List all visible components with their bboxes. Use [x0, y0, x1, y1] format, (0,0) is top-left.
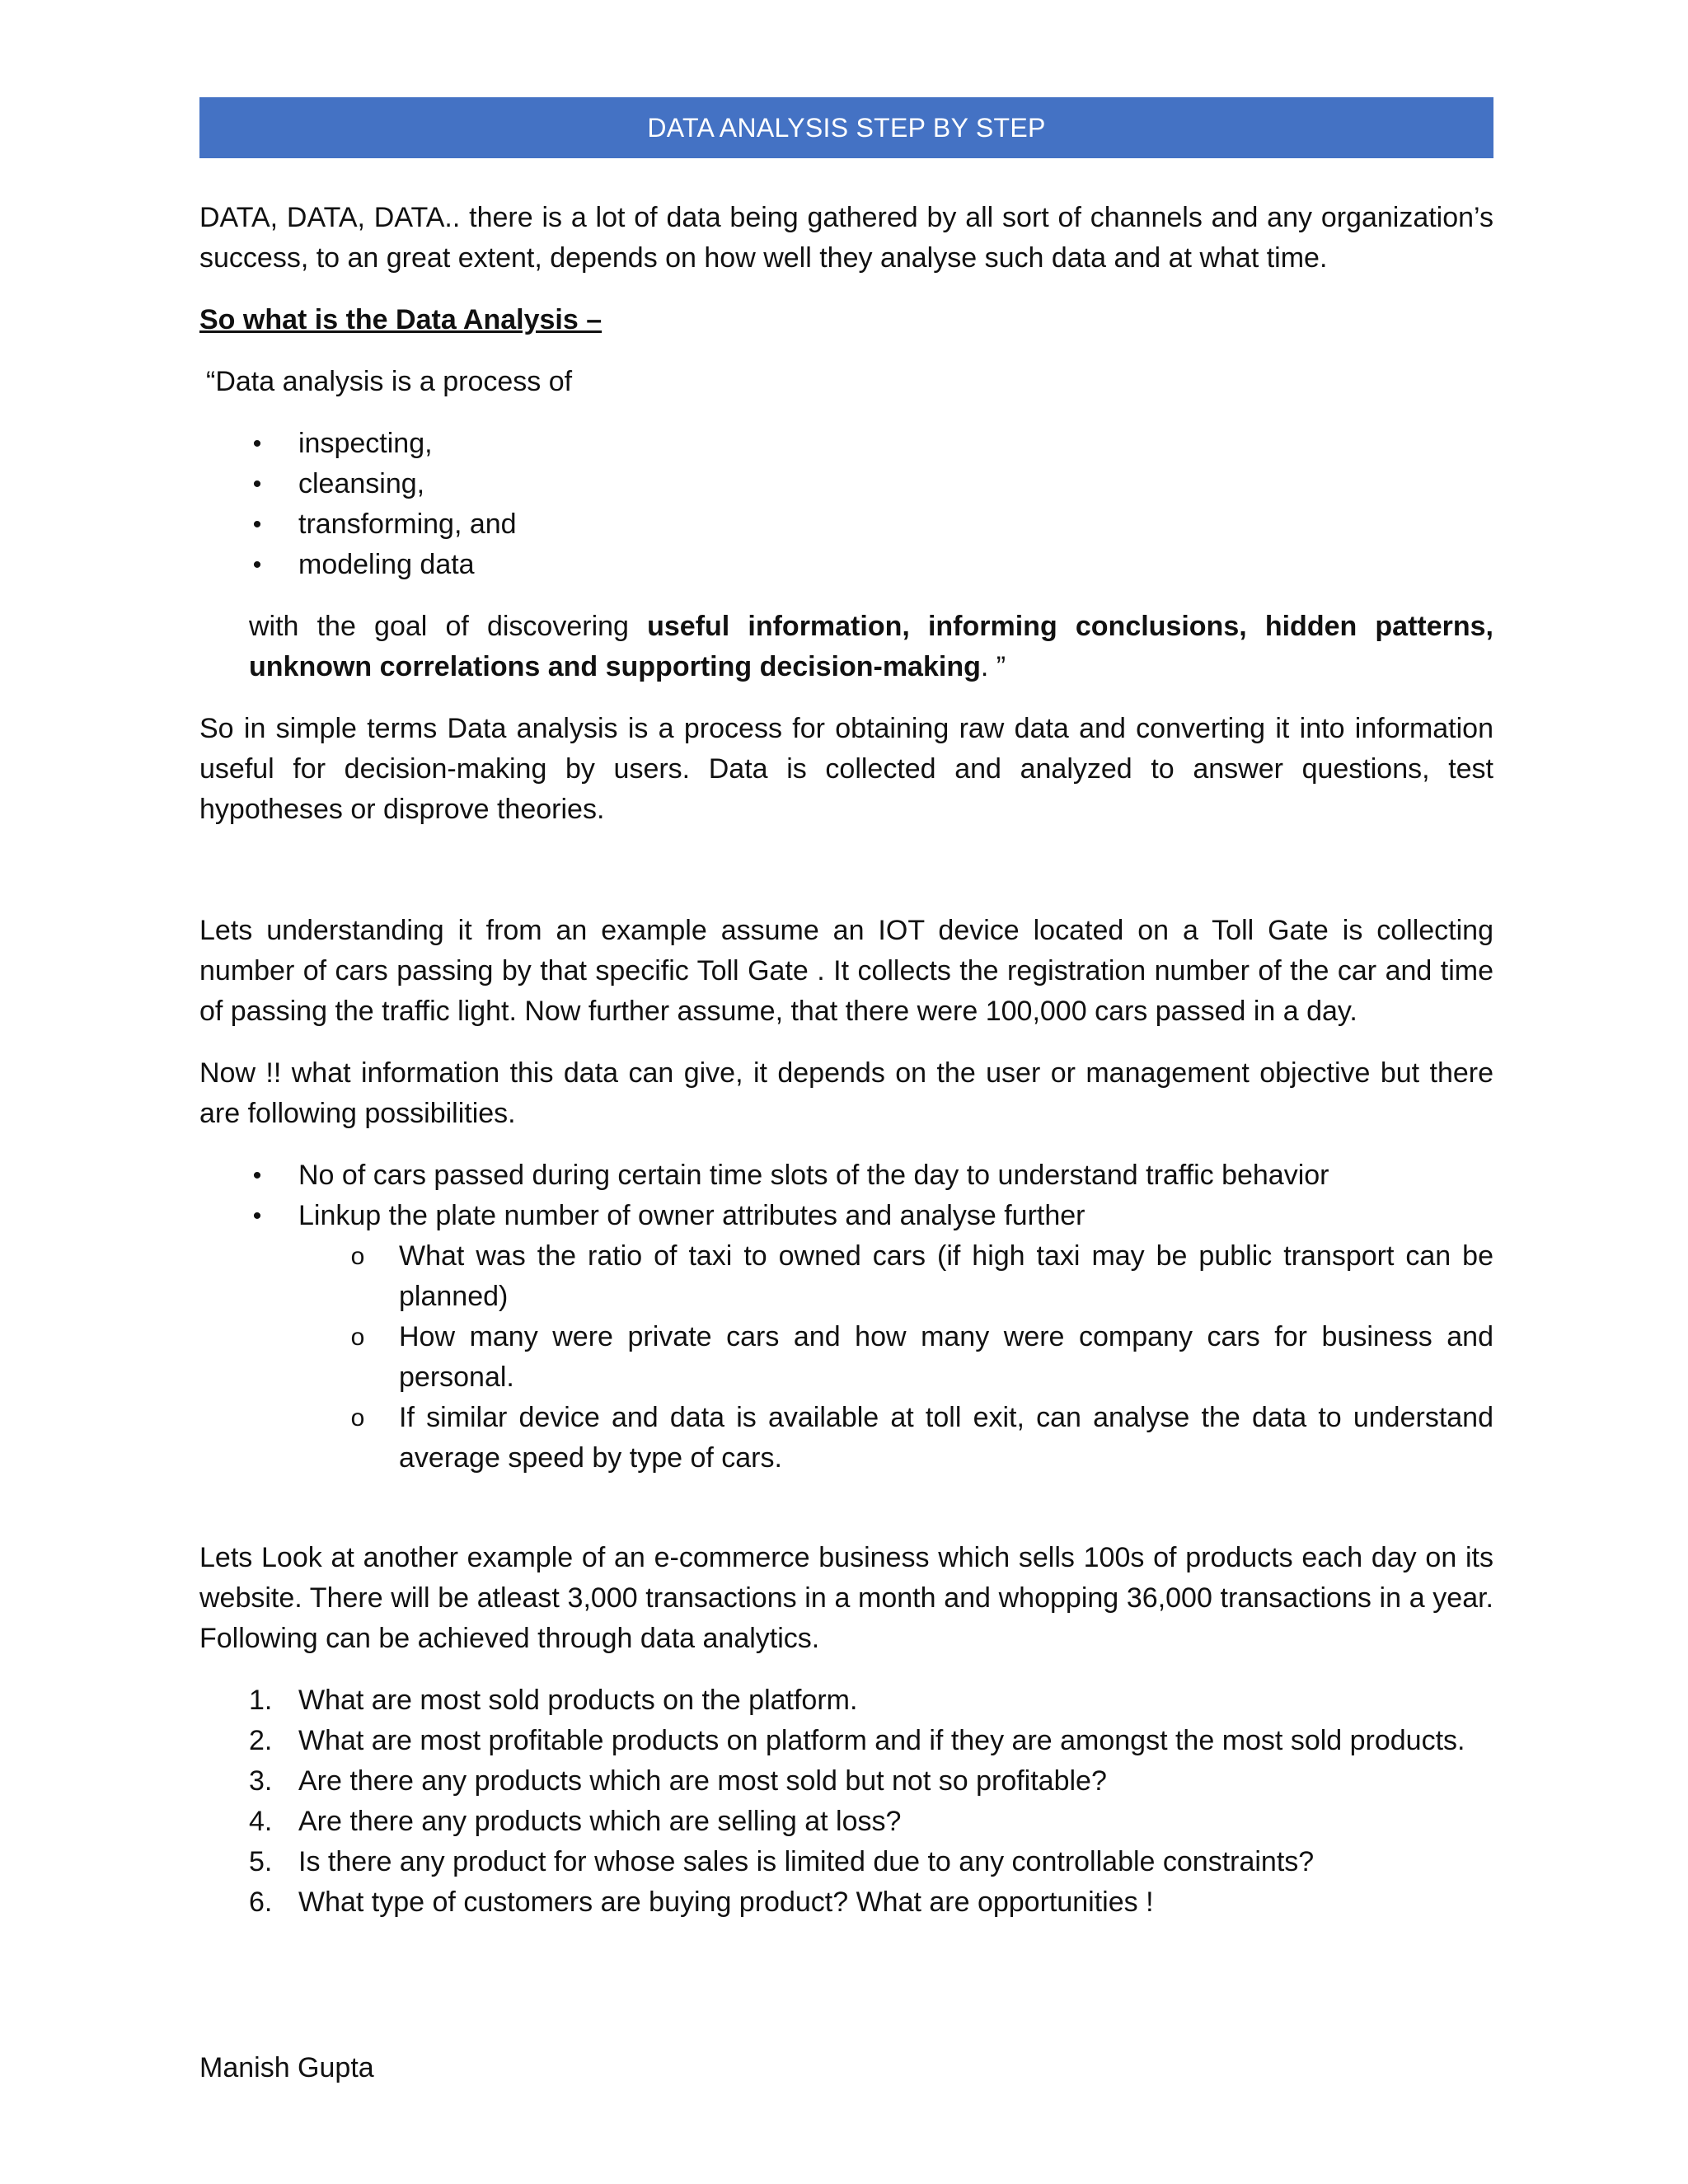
list-item: • cleansing, — [199, 464, 1493, 504]
list-item: o If similar device and data is available at toll exit, can analyse the data to understand average speed by type of cars. — [199, 1398, 1493, 1479]
list-item: 2. What are most profitable products on platform and if they are amongst the most sold products. — [199, 1721, 1493, 1761]
list-number: 6. — [249, 1886, 273, 1918]
circle-bullet-icon: o — [350, 1324, 365, 1351]
simple-terms-paragraph: So in simple terms Data analysis is a process for obtaining raw data and converting it into information useful for decision-making by users. Data is collected and analyzed to answer questions, test hypotheses or disprove theories. — [199, 713, 1493, 825]
list-item: o What was the ratio of taxi to owned cars (if high taxi may be public transport can be planned) — [199, 1236, 1493, 1317]
intro-paragraph: DATA, DATA, DATA.. there is a lot of data being gathered by all sort of channels and any organization’s success, to an great extent, depends on how well they analyse such data and at what time. — [199, 202, 1493, 274]
ecommerce-list — [199, 1680, 1493, 1923]
list-number: 1. — [249, 1685, 273, 1716]
list-item: • transforming, and — [199, 504, 1493, 545]
list-item: • inspecting, — [199, 424, 1493, 464]
definition-goal: with the goal of discovering useful information, informing conclusions, hidden patterns, unknown correlations and supporting decision-making. ” — [249, 611, 1494, 682]
toll-possibilities-list — [199, 1155, 1493, 1236]
definition-lead: “Data analysis is a process of — [206, 366, 573, 397]
ecommerce-example-intro: Lets Look at another example of an e-commerce business which sells 100s of products each day on its website. There will be atleast 3,000 transactions in a month and whopping 36,000 transactions in a year. Following can be achieved through data analytics. — [199, 1542, 1493, 1654]
list-number: 4. — [249, 1806, 273, 1837]
definition-list — [199, 424, 1493, 585]
section-heading: So what is the Data Analysis – — [199, 304, 603, 335]
list-item: 5. Is there any product for whose sales is limited due to any controllable constraints? — [199, 1842, 1493, 1882]
bullet-icon: • — [252, 1202, 262, 1230]
list-item: 3. Are there any products which are most sold but not so profitable? — [199, 1761, 1493, 1802]
toll-example-intro: Lets understanding it from an example assume an IOT device located on a Toll Gate is collecting number of cars passing by that specific Toll Gate . It collects the registration number of the car and time of passing the traffic light. Now further assume, that there were 100,000 cars passed in a day. — [199, 915, 1493, 1027]
list-number: 3. — [249, 1765, 273, 1797]
bullet-icon: • — [252, 551, 262, 579]
bullet-icon: • — [252, 471, 262, 498]
bullet-icon: • — [252, 1162, 262, 1189]
list-number: 5. — [249, 1846, 273, 1877]
toll-example-question: Now !! what information this data can give, it depends on the user or management objective but there are following possibilities. — [199, 1057, 1493, 1129]
bullet-icon: • — [252, 511, 262, 538]
list-item: 1. What are most sold products on the platform. — [199, 1680, 1493, 1721]
bullet-icon: • — [252, 430, 262, 457]
list-item: o How many were private cars and how many were company cars for business and personal. — [199, 1317, 1493, 1398]
list-item: 4. Are there any products which are selling at loss? — [199, 1802, 1493, 1842]
toll-sub-list — [199, 1236, 1493, 1479]
list-item: • No of cars passed during certain time slots of the day to understand traffic behavior — [199, 1155, 1493, 1196]
document-page — [199, 97, 1493, 1923]
page-title: DATA ANALYSIS STEP BY STEP — [647, 113, 1046, 143]
list-number: 2. — [249, 1725, 273, 1756]
circle-bullet-icon: o — [350, 1404, 365, 1432]
list-item: 6. What type of customers are buying product? What are opportunities ! — [199, 1882, 1493, 1923]
circle-bullet-icon: o — [350, 1243, 365, 1270]
spacer — [199, 851, 1493, 911]
footer-author: Manish Gupta — [199, 2052, 374, 2083]
title-banner — [199, 97, 1493, 158]
spacer — [199, 1479, 1493, 1538]
list-item: • modeling data — [199, 545, 1493, 585]
list-item: • Linkup the plate number of owner attributes and analyse further — [199, 1196, 1493, 1236]
